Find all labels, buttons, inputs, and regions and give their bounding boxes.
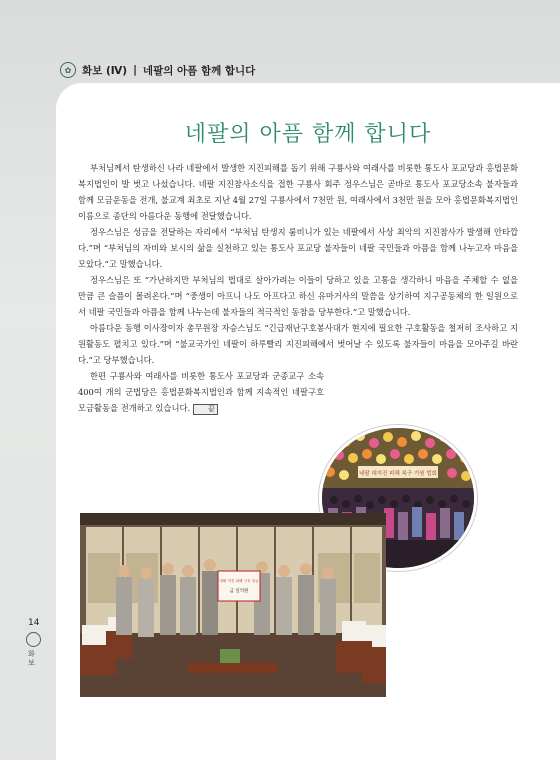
paragraph-2: 정우스님은 성금을 전달하는 자리에서 “부처님 탄생지 룸비니가 있는 네팔에서 사상 최악의 지진참사가 발생해 안타깝다.”며 “부처님의 자비와 보시의 삶을 실천하고 있는 통도사 포교당 불자들이 네팔 국민들과 아픔을 함께 나누고자 마음을 모았다.”고 말했습니다. [78, 227, 518, 269]
side-section-label: 화보 [28, 650, 35, 667]
paragraph-1: 부처님께서 탄생하신 나라 네팔에서 발생한 지진피해를 돕기 위해 구룡사와 여래사를 비롯한 통도사 포교당과 홍법문화복지법인이 발 벗고 나섰습니다. 네팔 지진참사소식을 접한 구룡사 회주 정우스님은 곧바로 통도사 포교당소속 불자들과 함께 모금운동을 전개, 불교계 최초로 지난 4월 27일 구룡사에서 7천만 원, 여래사에서 3천만 원을 모아 홍법문화복지법인 이름으로 종단의 아름다운 동행에 전달했습니다. [78, 163, 518, 221]
page-number: 14 [28, 618, 40, 628]
header-title: 네팔의 아픔 함께 합니다 [142, 64, 256, 77]
end-mark: 끝 [193, 404, 218, 415]
paragraph-5 [78, 368, 324, 416]
running-header [60, 62, 255, 78]
article-title: 네팔의 아픔 함께 합니다 [184, 122, 432, 147]
group-photo [80, 513, 386, 697]
cheque-line-2: 금 일억원 [229, 589, 249, 594]
article-body [78, 160, 518, 416]
header-separator: | [133, 64, 137, 76]
lotus-logo-icon: ✿ [60, 62, 76, 78]
group-photo-illustration [80, 513, 386, 697]
banner-text: 네팔 대지진 피해 복구 기원 법회 [359, 471, 437, 477]
cheque-line-1: 네팔 지진 피해 구호 성금 [219, 579, 259, 583]
header-section: 화보 (Ⅳ) [82, 64, 128, 77]
paragraph-5-text: 한편 구룡사와 여래사를 비롯한 통도사 포교당과 군종교구 소속 400여 개의 군법당은 홍법문화복지법인과 함께 지속적인 네팔구호모금활동을 전개하고 있습니다. [78, 371, 324, 413]
paragraph-3: 정우스님은 또 “가난하지만 부처님의 법대로 살아가려는 이들이 당하고 있을 고통을 생각하니 마음을 주체할 수 없을 만큼 큰 슬픔이 몰려온다.”며 “중생이 아프니 나도 아프다고 하신 유마거사의 말씀을 상기하여 지구공동체의 한 일원으로서 네팔 국민들과 아픔을 함께 나누는데 불자들의 적극적인 동참을 당부한다.”고 말했습니다. [78, 275, 518, 317]
side-lotus-icon [26, 632, 41, 647]
paragraph-4: 아름다운 동행 이사장이자 총무원장 자승스님도 “긴급재난구호봉사대가 현지에 필요한 구호활동을 철저히 조사하고 지원활동도 펼치고 있다.”며 “불교국가인 네팔이 하루빨리 지진피해에서 벗어날 수 있도록 불자들이 마음을 모아주길 바란다.”고 당부했습니다. [78, 323, 518, 365]
